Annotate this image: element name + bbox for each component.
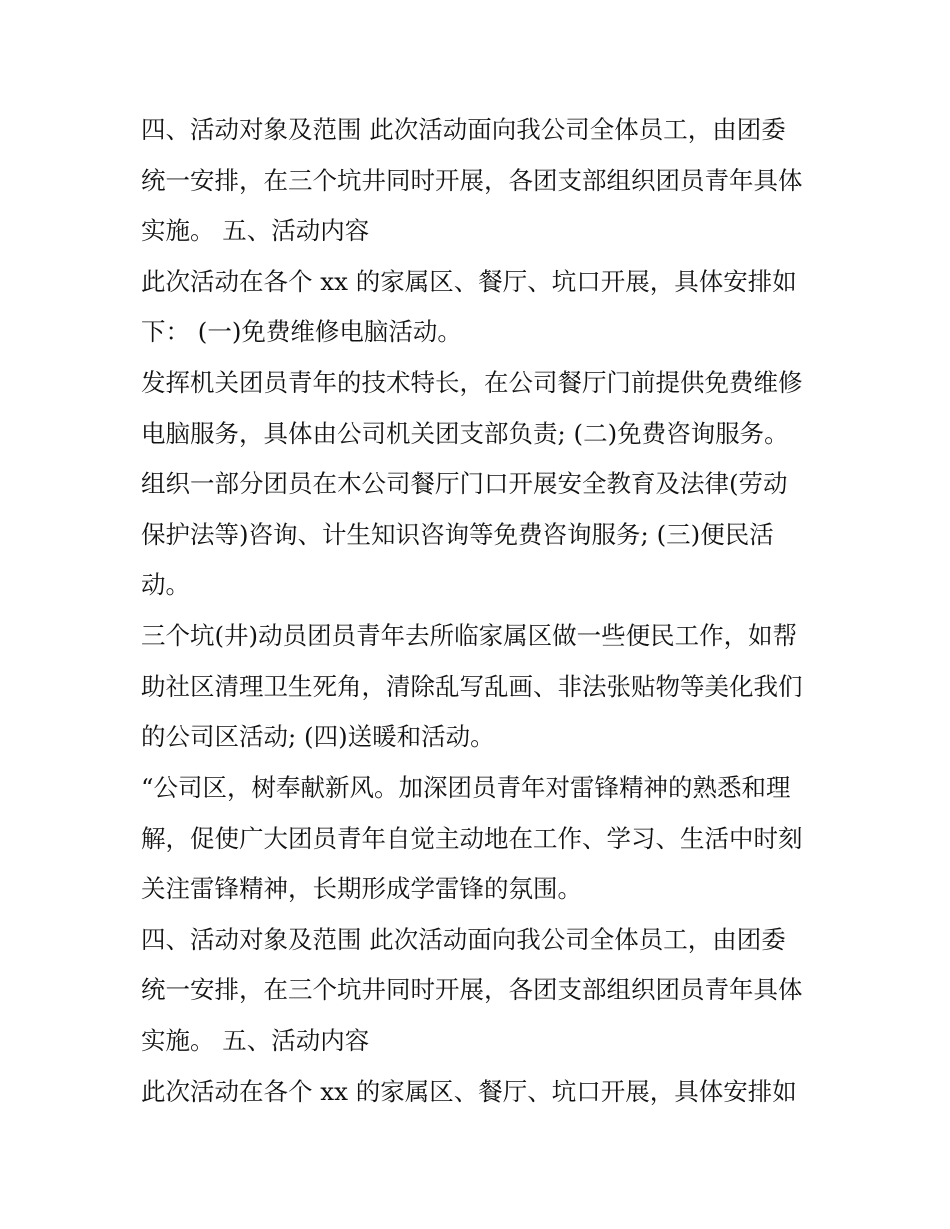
text-line: 实施。 五、活动内容 bbox=[141, 1026, 370, 1055]
text-line: 动。 bbox=[141, 570, 190, 599]
text-line: 四、活动对象及范围 此次活动面向我公司全体员工，由团委 bbox=[141, 115, 786, 144]
text-line: 此次活动在各个 xx 的家属区、餐厅、坑口开展，具体安排如 bbox=[141, 267, 797, 296]
text-line: 四、活动对象及范围 此次活动面向我公司全体员工，由团委 bbox=[141, 925, 786, 954]
text-line: 实施。 五、活动内容 bbox=[141, 216, 370, 245]
text-line: 三个坑(井)动员团员青年去所临家属区做一些便民工作，如帮 bbox=[141, 621, 798, 650]
text-line: 统一安排，在三个坑井同时开展，各团支部组织团员青年具体 bbox=[141, 975, 803, 1004]
text-line: 解，促使广大团员青年自觉主动地在工作、学习、生活中时刻 bbox=[141, 824, 803, 853]
text-line: 电脑服务，具体由公司机关团支部负责; (二)免费咨询服务。 bbox=[141, 419, 789, 448]
text-line: 助社区清理卫生死角，清除乱写乱画、非法张贴物等美化我们 bbox=[141, 672, 803, 701]
text-line: 组织一部分团员在木公司餐厅门口开展安全教育及法律(劳动 bbox=[141, 469, 788, 498]
text-line: 保护法等)咨询、计生知识咨询等免费咨询服务; (三)便民活 bbox=[141, 520, 774, 549]
text-line: 统一安排，在三个坑井同时开展，各团支部组织团员青年具体 bbox=[141, 166, 803, 195]
text-line: 关注雷锋精神，长期形成学雷锋的氛围。 bbox=[141, 874, 582, 903]
text-line: 的公司区活动; (四)送暖和活动。 bbox=[141, 722, 495, 751]
text-line: 下： (一)免费维修电脑活动。 bbox=[141, 317, 462, 346]
text-line: “公司区，树奉献新风。加深团员青年对雷锋精神的熟悉和理 bbox=[141, 773, 791, 802]
text-line: 此次活动在各个 xx 的家属区、餐厅、坑口开展，具体安排如 bbox=[141, 1077, 797, 1106]
text-line: 发挥机关团员青年的技术特长，在公司餐厅门前提供免费维修 bbox=[141, 368, 803, 397]
